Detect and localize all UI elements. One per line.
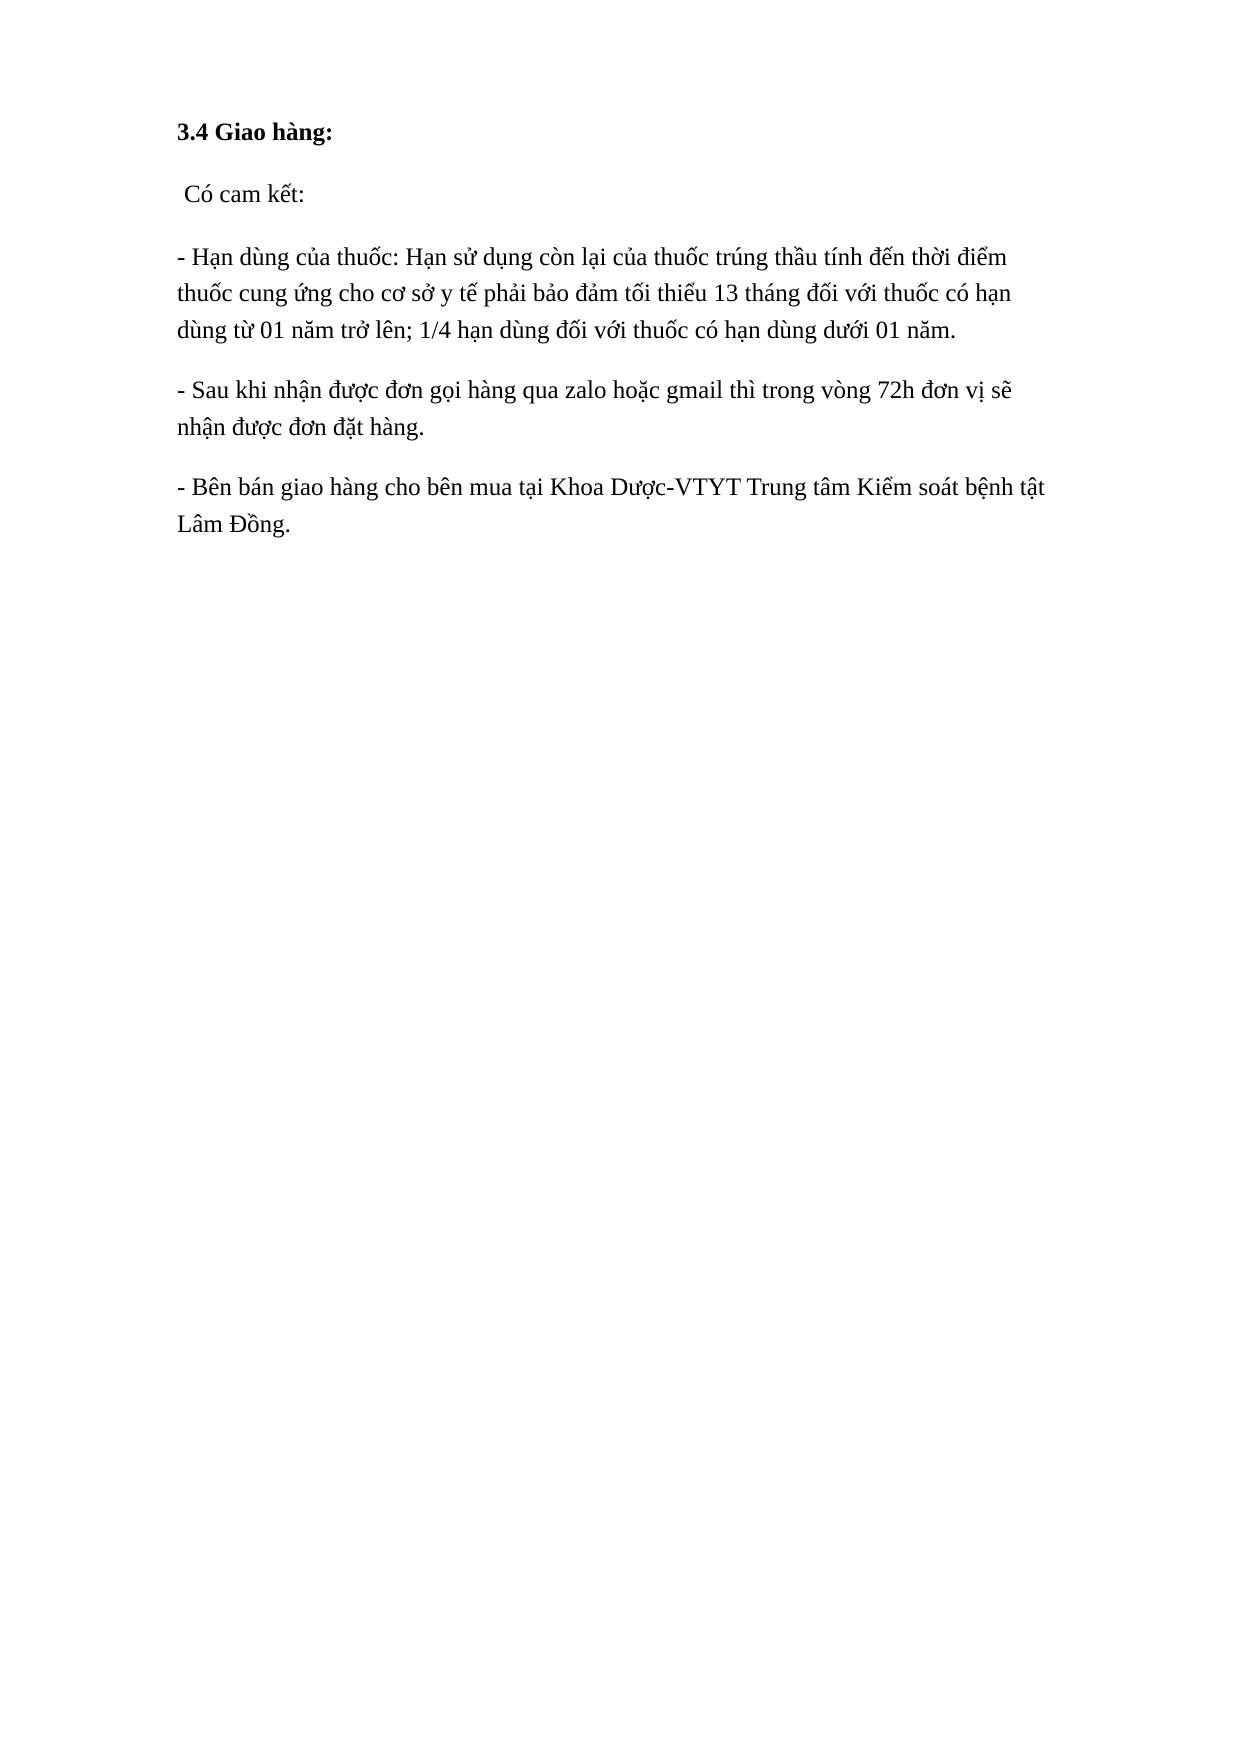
paragraph-line: thuốc cung ứng cho cơ sở y tế phải bảo đảm tối thiểu 13 tháng đối với thuốc có hạn — [177, 280, 1012, 307]
document-body — [177, 115, 1127, 567]
paragraph-line: - Hạn dùng của thuốc: Hạn sử dụng còn lại của thuốc trúng thầu tính đến thời điểm — [177, 243, 1008, 271]
section-heading: 3.4 Giao hàng: — [177, 119, 334, 146]
paragraph-line: Lâm Đồng. — [177, 510, 291, 538]
paragraph-line: - Bên bán giao hàng cho bên mua tại Khoa Dược-VTYT Trung tâm Kiểm soát bệnh tật — [177, 474, 1045, 501]
paragraph-line: dùng từ 01 năm trở lên; 1/4 hạn dùng đối với thuốc có hạn dùng dưới 01 năm. — [177, 316, 957, 344]
paragraph-delivery-location — [177, 470, 1127, 543]
intro-text: Có cam kết: — [184, 181, 305, 208]
paragraph-order-time — [177, 373, 1127, 446]
paragraph-line: - Sau khi nhận được đơn gọi hàng qua zalo hoặc gmail thì trong vòng 72h đơn vị sẽ — [177, 377, 1013, 404]
paragraph-line: nhận được đơn đặt hàng. — [177, 413, 425, 441]
paragraph-shelf-life — [177, 240, 1127, 350]
